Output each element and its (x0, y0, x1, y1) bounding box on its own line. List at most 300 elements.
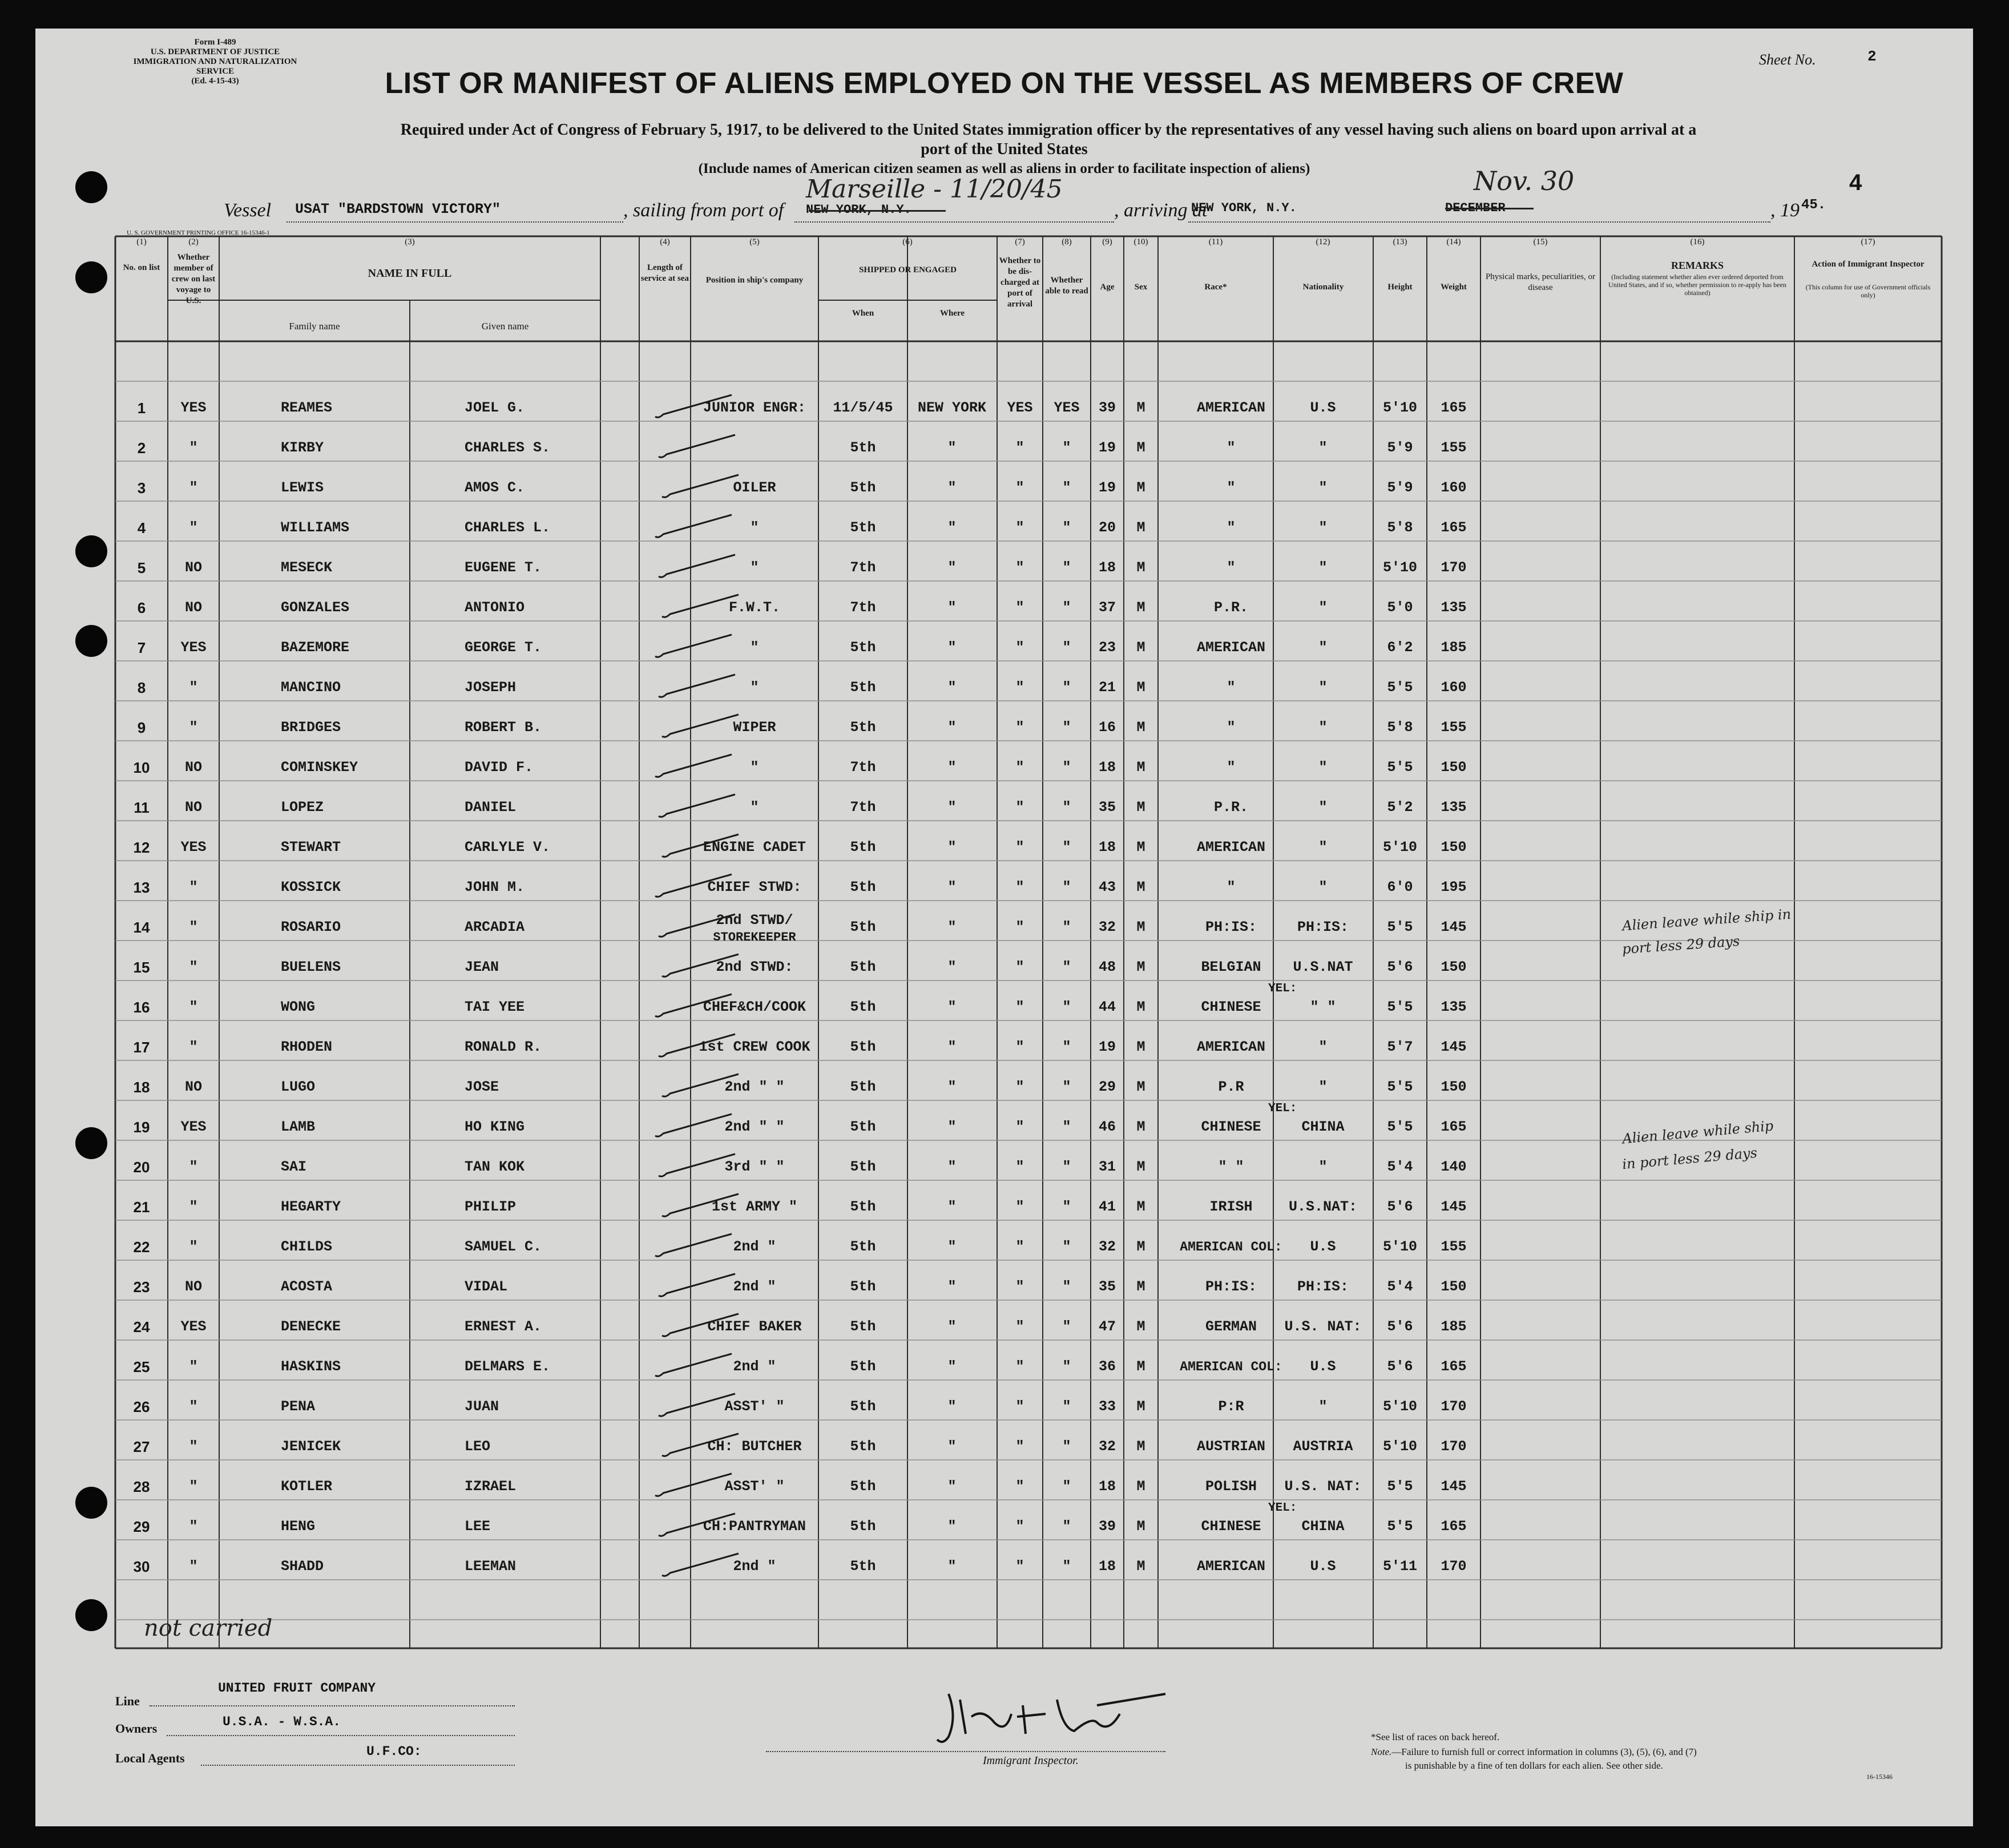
form-edition: (Ed. 4-15-43) (191, 76, 239, 86)
cell-position: " (750, 759, 759, 776)
cell-sex: M (1136, 559, 1145, 576)
cell-race: AUSTRIAN (1196, 1438, 1266, 1455)
table-row (35, 1194, 1973, 1234)
cell-disch: " (1015, 999, 1024, 1015)
cell-given: DELMARS E. (465, 1358, 551, 1375)
cell-position: 1st ARMY " (711, 1199, 798, 1215)
cell-read: " (1062, 599, 1071, 616)
cell-nat: " (1318, 519, 1328, 536)
cell-no: 27 (133, 1438, 150, 1455)
cell-given: JOHN M. (465, 879, 525, 895)
cell-height: 5'5 (1387, 1518, 1413, 1535)
cell-when: 5th (850, 879, 876, 895)
cell-position: 2nd " " (724, 1119, 785, 1135)
cell-read: " (1062, 1278, 1071, 1295)
cell-weight: 170 (1441, 1558, 1467, 1575)
service-check-mark (650, 911, 747, 945)
cell-sex: M (1136, 999, 1145, 1015)
cell-weight: 135 (1441, 599, 1467, 616)
cell-family: ROSARIO (281, 919, 341, 935)
cell-height: 5'5 (1387, 679, 1413, 696)
cell-given: RONALD R. (465, 1039, 542, 1055)
cell-position: F.W.T. (728, 599, 781, 616)
year-label: , 19 (1770, 200, 1800, 221)
table-row (35, 1234, 1973, 1274)
cell-position: ASST' " (724, 1478, 785, 1495)
cell-weight: 165 (1441, 400, 1467, 416)
cell-when: 7th (850, 759, 876, 776)
owners-underline (167, 1735, 515, 1736)
cell-sex: M (1136, 1558, 1145, 1575)
cell-position: CH:PANTRYMAN (703, 1518, 806, 1535)
header-race: Race* (1204, 283, 1227, 292)
cell-nat: " (1318, 719, 1328, 736)
vessel-label: Vessel (224, 200, 272, 221)
cell-when: 5th (850, 479, 876, 496)
cell-family: REAMES (281, 400, 333, 416)
cell-height: 5'6 (1387, 1199, 1413, 1215)
line-underline (150, 1705, 515, 1706)
cell-weight: 145 (1441, 1199, 1467, 1215)
cell-position: " (750, 679, 759, 696)
header-when: When (852, 309, 874, 318)
cell-sex: M (1136, 639, 1145, 656)
cell-race: CHINESE (1201, 1119, 1261, 1135)
header-shipped: SHIPPED OR ENGAGED (859, 265, 957, 275)
cell-disch: " (1015, 1278, 1024, 1295)
header-action: Action of Immigrant Inspector (1812, 260, 1925, 269)
header-age: Age (1100, 283, 1115, 292)
cell-disch: YES (1007, 400, 1033, 416)
cell-no: 14 (133, 919, 150, 936)
cell-sex: M (1136, 1358, 1145, 1375)
cell-no: 16 (133, 999, 150, 1016)
column-number: (5) (749, 237, 760, 247)
cell-age: 20 (1098, 519, 1116, 536)
cell-race: " (1227, 679, 1236, 696)
cell-position: CHEF&CH/COOK (703, 999, 806, 1015)
cell-race-extra: YEL: (1268, 1502, 1297, 1515)
cell-race: " (1227, 719, 1236, 736)
cell-read: " (1062, 1398, 1071, 1415)
cell-member: " (189, 1558, 198, 1575)
cell-sex: M (1136, 1119, 1145, 1135)
cell-weight: 170 (1441, 1438, 1467, 1455)
service-check-mark (653, 591, 750, 626)
cell-nat: " (1318, 639, 1328, 656)
cell-disch: " (1015, 1438, 1024, 1455)
cell-where: " (947, 439, 957, 456)
cell-position: 1st CREW COOK (699, 1039, 810, 1055)
cell-age: 39 (1098, 1518, 1116, 1535)
cell-member: " (189, 479, 198, 496)
cell-member: " (189, 1238, 198, 1255)
cell-given: ROBERT B. (465, 719, 542, 736)
column-number: (7) (1015, 237, 1025, 247)
cell-sex: M (1136, 1199, 1145, 1215)
service-check-mark (650, 1510, 747, 1544)
agents-underline (201, 1765, 515, 1766)
header-where: Where (939, 309, 965, 318)
cell-disch: " (1015, 479, 1024, 496)
cell-family: WONG (281, 999, 316, 1015)
cell-disch: " (1015, 1558, 1024, 1575)
cell-given: LEO (465, 1438, 491, 1455)
service-check-mark (650, 551, 747, 586)
cell-weight: 145 (1441, 1039, 1467, 1055)
cell-given: TAI YEE (465, 999, 525, 1015)
cell-disch: " (1015, 759, 1024, 776)
remark-row19-line1: Alien leave while ship (1621, 1117, 1774, 1147)
cell-when: 5th (850, 1398, 876, 1415)
table-row (35, 794, 1973, 834)
cell-where: " (947, 1039, 957, 1055)
cell-no: 13 (133, 879, 150, 896)
cell-member: " (189, 1438, 198, 1455)
cell-member: " (189, 1478, 198, 1495)
cell-age: 37 (1098, 599, 1116, 616)
cell-when: 5th (850, 1438, 876, 1455)
fine-note-line1 (1371, 1746, 1697, 1758)
cell-height: 5'10 (1382, 559, 1418, 576)
header-sex: Sex (1134, 283, 1148, 292)
cell-read: " (1062, 1518, 1071, 1535)
cell-read: " (1062, 999, 1071, 1015)
cell-member: " (189, 1159, 198, 1175)
cell-weight: 145 (1441, 1478, 1467, 1495)
cell-disch: " (1015, 1358, 1024, 1375)
cell-race: CHINESE (1201, 999, 1261, 1015)
cell-age: 18 (1098, 1478, 1116, 1495)
column-number: (16) (1690, 237, 1705, 247)
cell-weight: 150 (1441, 1278, 1467, 1295)
cell-given: AMOS C. (465, 479, 525, 496)
cell-sex: M (1136, 400, 1145, 416)
cell-when: 5th (850, 1159, 876, 1175)
cell-sex: M (1136, 839, 1145, 856)
cell-family: STEWART (281, 839, 341, 856)
cell-weight: 160 (1441, 479, 1467, 496)
cell-nat: " " (1310, 999, 1336, 1015)
cell-nat: PH:IS: (1297, 919, 1349, 935)
cell-position: 2nd " (733, 1238, 776, 1255)
column-number: (3) (405, 237, 415, 247)
cell-no: 6 (137, 599, 146, 616)
cell-age: 19 (1098, 1039, 1116, 1055)
cell-nat: AUSTRIA (1293, 1438, 1353, 1455)
races-note: *See list of races on back hereof. (1371, 1732, 1500, 1742)
cell-age: 33 (1098, 1398, 1116, 1415)
cell-race: AMERICAN (1196, 1558, 1266, 1575)
cell-given: ERNEST A. (465, 1318, 542, 1335)
table-row (35, 635, 1973, 675)
service-check-mark (646, 1230, 743, 1265)
column-number: (13) (1393, 237, 1407, 247)
cell-when: 5th (850, 1478, 876, 1495)
cell-given: VIDAL (465, 1278, 508, 1295)
cell-sex: M (1136, 1398, 1145, 1415)
header-remarks-sub: (Including statement whether alien ever ordered deported from United States, and if so, whether permission to re-apply has been obtained) (1608, 273, 1786, 297)
cell-disch: " (1015, 519, 1024, 536)
cell-disch: " (1015, 1318, 1024, 1335)
cell-where: " (947, 719, 957, 736)
column-number: (10) (1133, 237, 1148, 247)
cell-position: 2nd " (733, 1558, 776, 1575)
cell-where: " (947, 639, 957, 656)
cell-where: " (947, 759, 957, 776)
cell-disch: " (1015, 639, 1024, 656)
cell-where: " (947, 1079, 957, 1095)
cell-race: IRISH (1209, 1199, 1253, 1215)
cell-age: 18 (1098, 839, 1116, 856)
cell-where: " (947, 559, 957, 576)
cell-weight: 140 (1441, 1159, 1467, 1175)
cell-age: 48 (1098, 959, 1116, 975)
cell-race: AMERICAN (1196, 1039, 1266, 1055)
cell-given: LEEMAN (465, 1558, 517, 1575)
cell-where: " (947, 1438, 957, 1455)
cell-when: 5th (850, 999, 876, 1015)
cell-read: " (1062, 1079, 1071, 1095)
service-check-mark (646, 392, 743, 426)
cell-where: " (947, 1358, 957, 1375)
cell-where: " (947, 919, 957, 935)
cell-when: 5th (850, 1199, 876, 1215)
cell-age: 23 (1098, 639, 1116, 656)
cell-position: CH: BUTCHER (707, 1438, 802, 1455)
header-physical: Physical marks, peculiarities, or disease (1485, 272, 1596, 292)
cell-read: " (1062, 1199, 1071, 1215)
cell-no: 20 (133, 1159, 150, 1176)
cell-no: 30 (133, 1558, 150, 1575)
cell-weight: 185 (1441, 1318, 1467, 1335)
cell-member: YES (180, 839, 207, 856)
cell-height: 5'8 (1387, 519, 1413, 536)
column-number: (12) (1316, 237, 1330, 247)
line-label: Line (115, 1694, 140, 1708)
column-number: (1) (136, 237, 147, 247)
cell-when: 5th (850, 1318, 876, 1335)
cell-position: " (750, 639, 759, 656)
cell-family: KOTLER (281, 1478, 333, 1495)
cell-read: " (1062, 639, 1071, 656)
cell-family: RHODEN (281, 1039, 333, 1055)
cell-no: 18 (133, 1079, 150, 1096)
cell-no: 21 (133, 1199, 150, 1216)
header-no-on-list: No. on list (123, 263, 160, 272)
cell-age: 21 (1098, 679, 1116, 696)
cell-when: 5th (850, 1358, 876, 1375)
table-row (35, 1434, 1973, 1474)
cell-read: " (1062, 519, 1071, 536)
cell-sex: M (1136, 479, 1145, 496)
cell-member: " (189, 1039, 198, 1055)
cell-height: 5'0 (1387, 599, 1413, 616)
cell-age: 32 (1098, 1438, 1116, 1455)
cell-where: " (947, 1278, 957, 1295)
cell-race: P.R. (1213, 599, 1249, 616)
cell-where: " (947, 479, 957, 496)
table-row (35, 1554, 1973, 1593)
cell-member: " (189, 519, 198, 536)
cell-family: ACOSTA (281, 1278, 333, 1295)
cell-disch: " (1015, 1159, 1024, 1175)
cell-weight: 170 (1441, 559, 1467, 576)
column-number: (8) (1062, 237, 1072, 247)
service-check-mark (650, 1151, 747, 1185)
service-check-mark (646, 1350, 743, 1385)
cell-given: CHARLES L. (465, 519, 551, 536)
cell-race: " " (1218, 1159, 1244, 1175)
cell-family: LEWIS (281, 479, 324, 496)
table-row (35, 1314, 1973, 1354)
cell-no: 29 (133, 1518, 150, 1535)
cell-age: 44 (1098, 999, 1116, 1015)
cell-position: 2nd " (733, 1358, 776, 1375)
cell-member: YES (180, 1119, 207, 1135)
cell-disch: " (1015, 439, 1024, 456)
cell-given: IZRAEL (465, 1478, 517, 1495)
cell-disch: " (1015, 1398, 1024, 1415)
cell-race: " (1227, 519, 1236, 536)
header-name-in-full: NAME IN FULL (368, 267, 452, 280)
service-check-mark (646, 991, 743, 1025)
sailing-label: , sailing from port of (623, 200, 784, 221)
cell-given: PHILIP (465, 1199, 517, 1215)
cell-height: 5'7 (1387, 1039, 1413, 1055)
not-carried-note: not carried (144, 1615, 273, 1641)
cell-given: JOSEPH (465, 679, 517, 696)
cell-when: 5th (850, 919, 876, 935)
cell-nat: U.S. NAT: (1284, 1478, 1362, 1495)
service-check-mark (646, 511, 743, 546)
cell-disch: " (1015, 599, 1024, 616)
cell-race-extra: YEL: (1268, 982, 1297, 995)
table-row (35, 1394, 1973, 1434)
cell-read: " (1062, 839, 1071, 856)
cell-family: WILLIAMS (281, 519, 350, 536)
cell-height: 5'6 (1387, 1358, 1413, 1375)
cell-height: 5'6 (1387, 959, 1413, 975)
cell-sex: M (1136, 919, 1145, 935)
cell-weight: 165 (1441, 1518, 1467, 1535)
cell-read: " (1062, 1358, 1071, 1375)
cell-member: " (189, 679, 198, 696)
cell-given: CARLYLE V. (465, 839, 551, 856)
cell-nat: " (1318, 559, 1328, 576)
cell-family: JENICEK (281, 1438, 341, 1455)
cell-given: ANTONIO (465, 599, 525, 616)
cell-nat: U.S.NAT: (1288, 1199, 1358, 1215)
cell-read: " (1062, 1318, 1071, 1335)
cell-weight: 150 (1441, 959, 1467, 975)
service-check-mark (653, 951, 750, 985)
table-row (35, 435, 1973, 475)
service-check-mark (650, 1390, 747, 1425)
cell-family: BAZEMORE (281, 639, 350, 656)
cell-when: 5th (850, 839, 876, 856)
cell-read: " (1062, 1119, 1071, 1135)
cell-nat: " (1318, 839, 1328, 856)
cell-sex: M (1136, 1238, 1145, 1255)
cell-read: " (1062, 879, 1071, 895)
cell-disch: " (1015, 1518, 1024, 1535)
cell-when: 5th (850, 1558, 876, 1575)
cell-race: AMERICAN COL: (1180, 1240, 1282, 1254)
cell-race: BELGIAN (1201, 959, 1261, 975)
cell-no: 15 (133, 959, 150, 976)
service-check-mark (646, 751, 743, 785)
cell-member: NO (184, 759, 203, 776)
cell-weight: 160 (1441, 679, 1467, 696)
cell-age: 19 (1098, 439, 1116, 456)
header-family-name: Family name (289, 321, 340, 332)
cell-member: " (189, 1518, 198, 1535)
column-number: (15) (1533, 237, 1548, 247)
cell-age: 35 (1098, 799, 1116, 816)
cell-sex: M (1136, 759, 1145, 776)
cell-when: 5th (850, 1518, 876, 1535)
cell-nat: " (1318, 799, 1328, 816)
cell-given: SAMUEL C. (465, 1238, 542, 1255)
header-able-read: Whether able to read (1045, 276, 1088, 296)
cell-given: ARCADIA (465, 919, 525, 935)
cell-nat: " (1318, 1039, 1328, 1055)
cell-race: AMERICAN (1196, 839, 1266, 856)
cell-disch: " (1015, 839, 1024, 856)
cell-height: 5'5 (1387, 1478, 1413, 1495)
page-title: LIST OR MANIFEST OF ALIENS EMPLOYED ON THE VESSEL AS MEMBERS OF CREW (385, 67, 1624, 100)
service-check-mark (646, 631, 743, 665)
cell-disch: " (1015, 799, 1024, 816)
cell-member: " (189, 1199, 198, 1215)
cell-age: 32 (1098, 919, 1116, 935)
cell-weight: 165 (1441, 519, 1467, 536)
cell-sex: M (1136, 1478, 1145, 1495)
cell-when: 5th (850, 1079, 876, 1095)
cell-read: " (1062, 1159, 1071, 1175)
cell-where: " (947, 599, 957, 616)
cell-sex: M (1136, 959, 1145, 975)
header-given-name: Given name (481, 321, 529, 332)
cell-race: PH:IS: (1205, 919, 1257, 935)
cell-height: 5'6 (1387, 1318, 1413, 1335)
cell-where: " (947, 959, 957, 975)
cell-disch: " (1015, 1119, 1024, 1135)
cell-height: 6'2 (1387, 639, 1413, 656)
cell-nat: " (1318, 439, 1328, 456)
cell-when: 5th (850, 1278, 876, 1295)
cell-weight: 135 (1441, 999, 1467, 1015)
cell-member: YES (180, 639, 207, 656)
service-check-mark (653, 471, 750, 506)
cell-no: 26 (133, 1398, 150, 1415)
cell-sex: M (1136, 1518, 1145, 1535)
cell-age: 29 (1098, 1079, 1116, 1095)
table-row (35, 715, 1973, 754)
header-height: Height (1387, 283, 1413, 292)
cell-race: " (1227, 879, 1236, 895)
sailing-port: NEW YORK, N.Y. (806, 203, 911, 217)
cell-when: 5th (850, 1039, 876, 1055)
cell-race: POLISH (1205, 1478, 1257, 1495)
cell-position: 2nd " " (724, 1079, 785, 1095)
cell-read: " (1062, 719, 1071, 736)
cell-race: AMERICAN COL: (1180, 1359, 1282, 1374)
service-check-mark (646, 871, 743, 905)
cell-position: 3rd " " (724, 1159, 785, 1175)
header-nationality: Nationality (1302, 283, 1344, 292)
